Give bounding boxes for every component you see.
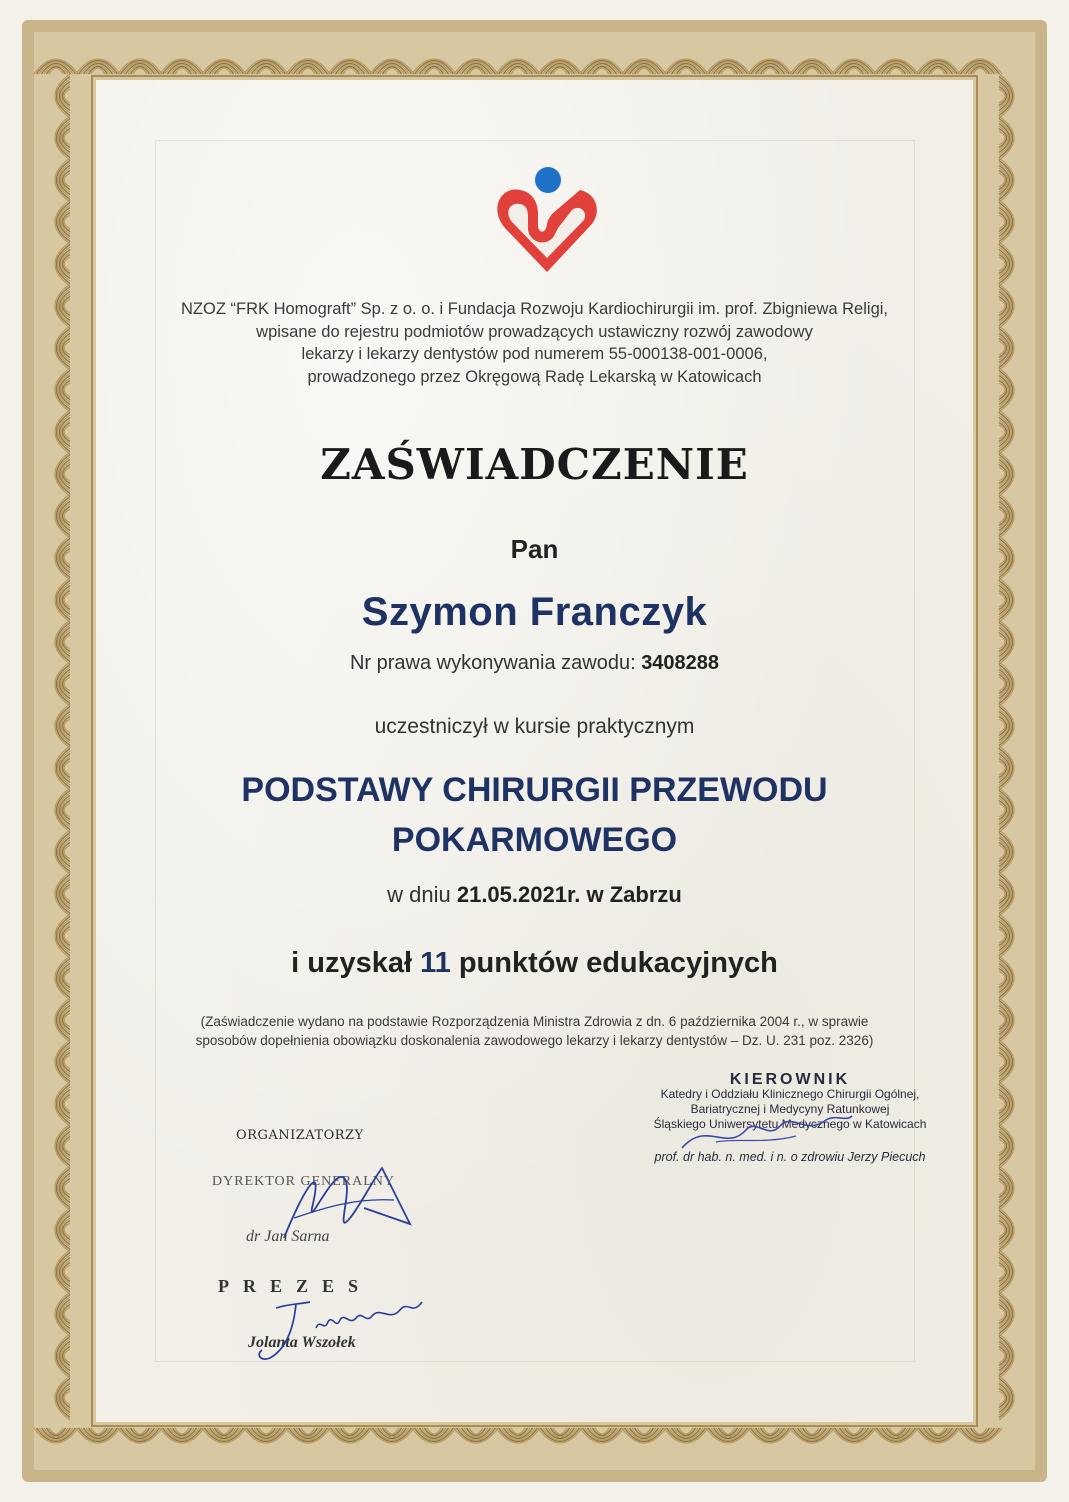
stamp-line: Bariatrycznej i Medycyny Ratunkowej	[690, 1102, 890, 1116]
legal-note	[96, 1012, 973, 1050]
course-title-line: PODSTAWY CHIRURGII PRZEWODU	[241, 771, 828, 809]
date-line	[96, 882, 973, 908]
stamp-line: Śląskiego Uniwersytetu Medycznego w Katowicach	[653, 1117, 927, 1131]
stamp-line: Katedry i Oddziału Klinicznego Chirurgii Ogólnej,	[660, 1087, 920, 1101]
header-line: lekarzy i lekarzy dentystów pod numerem 55-000138-001-0006,	[301, 345, 768, 363]
legal-line: sposobów dopełnienia obowiązku doskonalenia zawodowego lekarzy i lekarzy dentystów – Dz. U. 231 poz. 2326)	[195, 1033, 874, 1048]
organizers-label: ORGANIZATORZY	[236, 1128, 364, 1143]
course-title	[96, 765, 973, 865]
president-name: Jolanta Wszołek	[248, 1334, 356, 1351]
license-number: 3408288	[641, 652, 720, 674]
issuer-header	[96, 298, 973, 388]
header-line: NZOZ “FRK Homograft” Sp. z o. o. i Fundacja Rozwoju Kardiochirurgii im. prof. Zbigniewa Religi,	[181, 300, 888, 318]
license-label: Nr prawa wykonywania zawodu:	[349, 652, 636, 674]
stamp-signatory: prof. dr hab. n. med. i n. o zdrowiu Jerzy Piecuch	[654, 1150, 926, 1164]
header-line: wpisane do rejestru podmiotów prowadzących ustawiczny rozwój zawodowy	[256, 322, 813, 341]
director-title: DYREKTOR GENERALNY	[212, 1174, 396, 1189]
salutation: Pan	[510, 534, 559, 564]
recipient-name: Szymon Franczyk	[361, 590, 708, 634]
stamp-heading: KIEROWNIK	[729, 1071, 851, 1088]
participation-text: uczestniczył w kursie praktycznym	[374, 715, 695, 738]
header-line: prowadzonego przez Okręgową Radę Lekarską w Katowicach	[307, 367, 762, 386]
date-prefix: w dniu	[387, 882, 451, 907]
points-prefix: i uzyskał	[291, 947, 413, 979]
course-title-line: POKARMOWEGO	[391, 821, 678, 859]
director-name: dr Jan Sarna	[246, 1228, 330, 1245]
president-title: PREZES	[218, 1276, 373, 1296]
signature-right-icon	[676, 1100, 856, 1160]
date-value: 21.05.2021r. w Zabrzu	[456, 882, 682, 907]
certificate-title: ZAŚWIADCZENIE	[320, 440, 749, 489]
signature-director-icon	[264, 1148, 424, 1258]
heart-logo-icon	[492, 164, 602, 276]
license-line	[96, 652, 973, 675]
points-value: 11	[420, 947, 451, 979]
points-line	[96, 947, 973, 980]
legal-line: (Zaświadczenie wydano na podstawie Rozporządzenia Ministra Zdrowia z dn. 6 października 2004 r., w sprawie	[200, 1014, 869, 1029]
points-suffix: punktów edukacyjnych	[458, 947, 778, 979]
signature-president-icon	[240, 1288, 440, 1368]
